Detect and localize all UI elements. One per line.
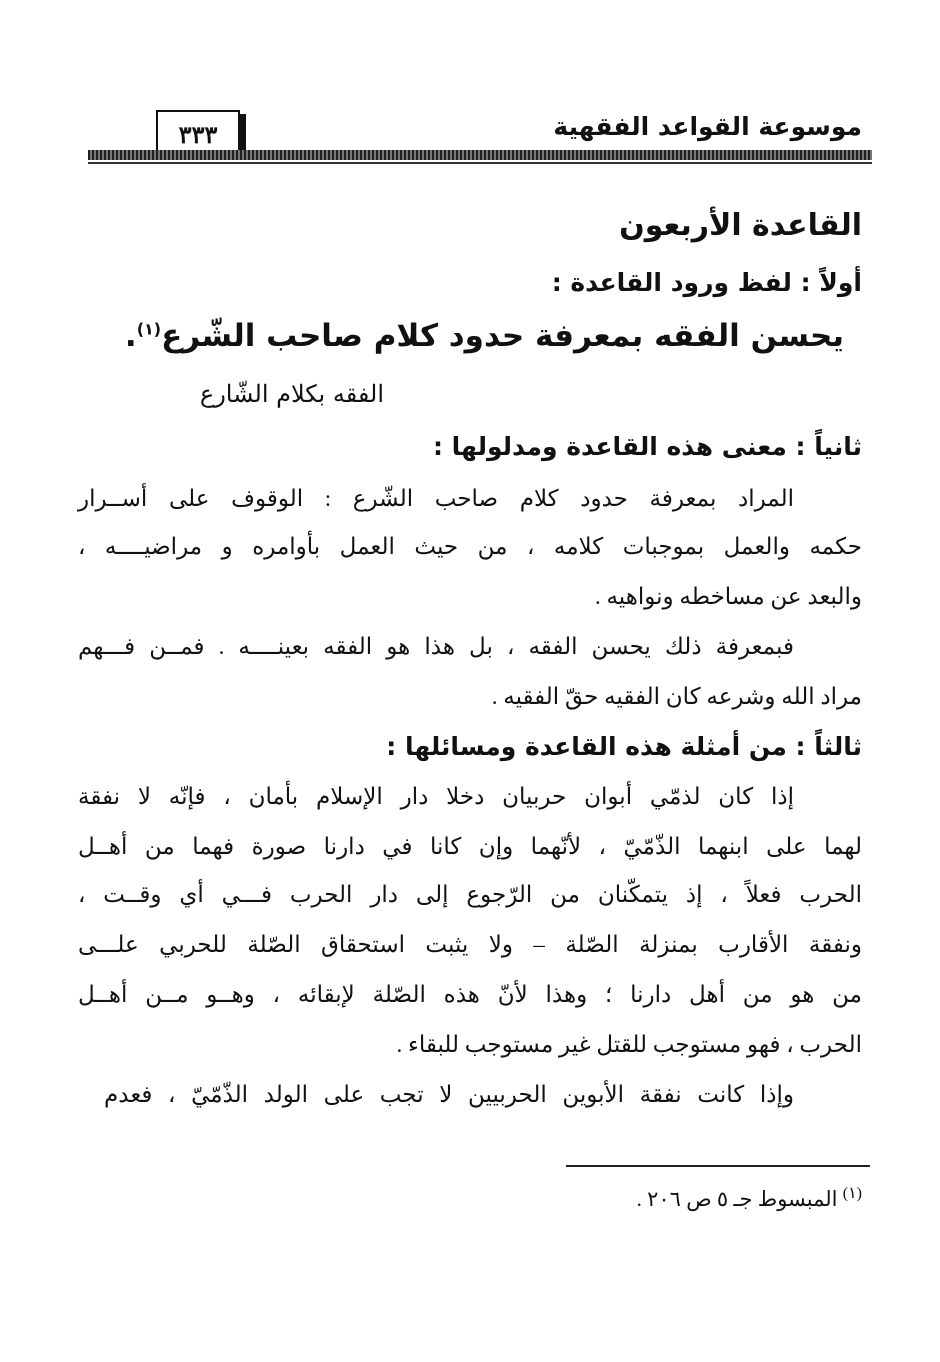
paragraph4-line: وإذا كانت نفقة الأبوين الحربيين لا تجب على الولد الذّمّيّ ، فعدم	[104, 1082, 794, 1107]
section1-heading: أولاً : لفظ ورود القاعدة :	[551, 268, 862, 297]
paragraph2-line: مراد الله وشرعه كان الفقيه حقّ الفقيه .	[491, 684, 862, 709]
rule-quote-text: يحسن الفقه بمعرفة حدود كلام صاحب الشّرع	[161, 318, 844, 354]
header-divider	[88, 150, 872, 160]
paragraph3-line: إذا كان لذمّي أبوان حربيان دخلا دار الإسلام بأمان ، فإنّه لا نفقة	[78, 784, 794, 809]
header-divider-thin	[88, 162, 872, 164]
footnote-divider	[566, 1165, 870, 1167]
rule-quote	[125, 318, 844, 354]
paragraph3-line: الحرب ، فهو مستوجب للقتل غير مستوجب للبقاء .	[396, 1032, 862, 1057]
footnote-marker: (١)	[842, 1185, 862, 1202]
rule-short-form: الفقه بكلام الشّارع	[199, 380, 384, 408]
footnote-text: المبسوط جـ ٥ ص ٢٠٦ .	[636, 1187, 838, 1211]
paragraph1-line: والبعد عن مساخطه ونواهيه .	[594, 584, 862, 609]
paragraph3-line: من هو من أهل دارنا ؛ وهذا لأنّ هذه الصّلة لإبقائه ، وهــو مــن أهــل	[78, 982, 862, 1007]
footnote-ref: (١)	[136, 319, 162, 339]
paragraph3-line: ونفقة الأقارب بمنزلة الصّلة – ولا يثبت استحقاق الصّلة للحربي علـــى	[78, 932, 862, 957]
paragraph2-line: فبمعرفة ذلك يحسن الفقه ، بل هذا هو الفقه بعينــــه . فمــن فـــهم	[78, 634, 794, 659]
page-number: ٣٣٣	[178, 122, 218, 149]
paragraph1-line: حكمه والعمل بموجبات كلامه ، من حيث العمل بأوامره و مراضيــــه ،	[78, 534, 862, 559]
paragraph3-line: الحرب فعلاً ، إذ يتمكّنان من الرّجوع إلى دار الحرب فـــي أي وقــت ،	[78, 882, 862, 907]
running-header-title: موسوعة القواعد الفقهية	[553, 112, 862, 141]
paragraph1-line: المراد بمعرفة حدود كلام صاحب الشّرع : الوقوف على أســرار	[78, 486, 794, 511]
rule-title: القاعدة الأربعون	[619, 208, 862, 243]
section3-heading: ثالثاً : من أمثلة هذه القاعدة ومسائلها :	[386, 732, 862, 761]
paragraph3-line: لهما على ابنهما الذّمّيّ ، لأنّهما وإن كانا في دارنا صورة فهما من أهــل	[78, 834, 862, 859]
section2-heading: ثانياً : معنى هذه القاعدة ومدلولها :	[432, 432, 862, 461]
rule-quote-end: .	[124, 318, 137, 354]
footnote	[637, 1183, 862, 1212]
